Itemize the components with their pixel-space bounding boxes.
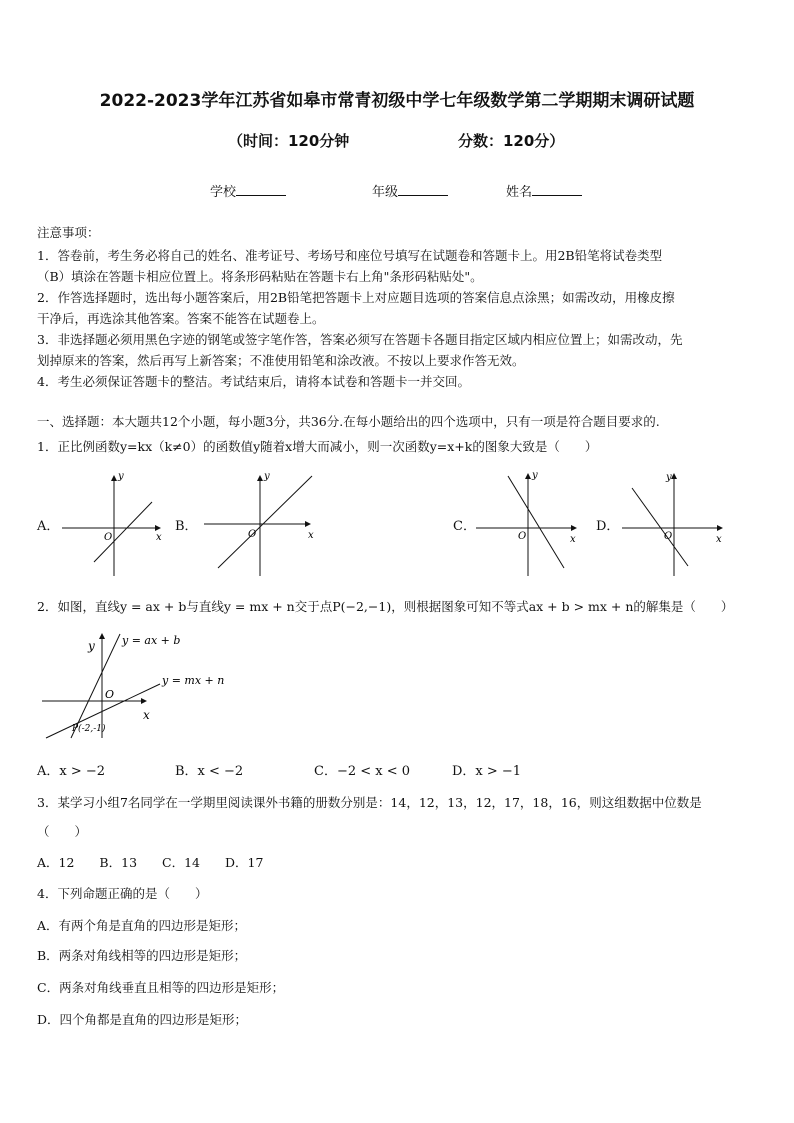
graph-c-x-label: x <box>570 534 576 545</box>
q1-option-b: B． <box>175 519 198 534</box>
notice-line: 划掉原来的答案，然后再写上新答案；不准使用铅笔和涂改液。不按以上要求作答无效。 <box>37 353 525 368</box>
exam-title: 2022-2023学年江苏省如皋市常青初级中学七年级数学第二学期期末调研试题 <box>99 91 695 111</box>
q2-option-d: D．x > −1 <box>452 764 522 779</box>
notice-line: （B）填涂在答题卡相应位置上。将条形码粘贴在答题卡右上角"条形码粘贴处"。 <box>37 269 483 284</box>
school-field <box>210 181 286 200</box>
q4-option-d: D．四个角都是直角的四边形是矩形； <box>37 1012 248 1027</box>
q1-option-c: C． <box>453 519 476 534</box>
q2-graph <box>38 628 270 740</box>
question-3-stem: 3．某学习小组7名同学在一学期里阅读课外书籍的册数分别是：14，12，13，12，17，18，16，则这组数据中位数是 <box>37 795 702 810</box>
notice-line: 1．答卷前，考生务必将自己的姓名、准考证号、考场号和座位号填写在试题卷和答题卡上。用2B铅笔将试卷类型 <box>37 248 663 263</box>
graph-b-x-label: x <box>308 530 314 541</box>
question-2-stem: 2．如图，直线y = ax + b与直线y = mx + n交于点P(−2,−1)，则根据图象可知不等式ax + b > mx + n的解集是（ ） <box>37 599 734 614</box>
q4-option-c: C．两条对角线垂直且相等的四边形是矩形； <box>37 980 285 995</box>
graph-b-y-label: y <box>264 471 270 482</box>
q2-origin: O <box>105 688 115 701</box>
q1-graph-c <box>472 468 584 580</box>
school-blank <box>236 183 286 196</box>
section-heading: 一、选择题：本大题共12个小题，每小题3分，共36分.在每小题给出的四个选项中，只有一项是符合题目要求的. <box>37 414 660 429</box>
graph-c-origin: O <box>518 531 527 542</box>
q2-line1-label: y = ax + b <box>122 634 181 647</box>
q1-graph-d <box>618 468 730 580</box>
grade-field <box>372 181 448 200</box>
notice-line: 4．考生必须保证答题卡的整洁。考试结束后，请将本试卷和答题卡一并交回。 <box>37 374 470 389</box>
q1-graph-a <box>58 468 170 580</box>
notice-heading: 注意事项： <box>37 225 100 240</box>
name-label: 姓名 <box>506 185 533 200</box>
q3-options: A．12 B．13 C．14 D．17 <box>37 855 264 870</box>
q2-option-a: A．x > −2 <box>37 764 106 779</box>
score-label: 分数：120分） <box>458 132 565 150</box>
q2-option-b: B．x < −2 <box>175 764 244 779</box>
name-blank <box>532 183 582 196</box>
question-1-stem: 1．正比例函数y=kx（k≠0）的函数值y随着x增大而减小，则一次函数y=x+k的图象大致是（ ） <box>37 439 598 454</box>
time-label: （时间：120分钟 <box>228 132 350 150</box>
graph-a-x-label: x <box>156 532 162 543</box>
graph-a-y-label: y <box>118 471 124 482</box>
q1-graph-b <box>200 468 318 580</box>
q2-x-label: x <box>143 708 150 722</box>
notice-line: 2．作答选择题时，选出每小题答案后，用2B铅笔把答题卡上对应题目选项的答案信息点涂黑；如需改动，用橡皮擦 <box>37 290 675 305</box>
q2-point-label: P(-2,-1) <box>72 724 106 734</box>
school-label: 学校 <box>210 185 237 200</box>
q2-line2-label: y = mx + n <box>162 674 225 687</box>
question-3-bracket: （ ） <box>37 824 88 839</box>
q2-y-label: y <box>88 639 95 653</box>
grade-label: 年级 <box>372 185 399 200</box>
grade-blank <box>398 183 448 196</box>
question-4-stem: 4．下列命题正确的是（ ） <box>37 886 208 901</box>
graph-d-x-label: x <box>716 534 722 545</box>
graph-d-y-label: y <box>666 472 672 483</box>
graph-c-y-label: y <box>532 470 538 481</box>
notice-line: 3．非选择题必须用黑色字迹的钢笔或签字笔作答，答案必须写在答题卡各题目指定区域内相应位置上；如需改动，先 <box>37 332 683 347</box>
graph-a-origin: O <box>104 532 113 543</box>
graph-d-origin: O <box>664 531 673 542</box>
name-field <box>506 181 582 200</box>
q2-option-c: C．−2 < x < 0 <box>314 764 411 779</box>
graph-b-origin: O <box>248 529 257 540</box>
q1-option-d: D． <box>596 519 620 534</box>
q4-option-b: B．两条对角线相等的四边形是矩形； <box>37 948 247 963</box>
q4-option-a: A．有两个角是直角的四边形是矩形； <box>37 918 247 933</box>
notice-line: 干净后，再选涂其他答案。答案不能答在试题卷上。 <box>37 311 325 326</box>
q1-option-a: A． <box>37 519 60 534</box>
